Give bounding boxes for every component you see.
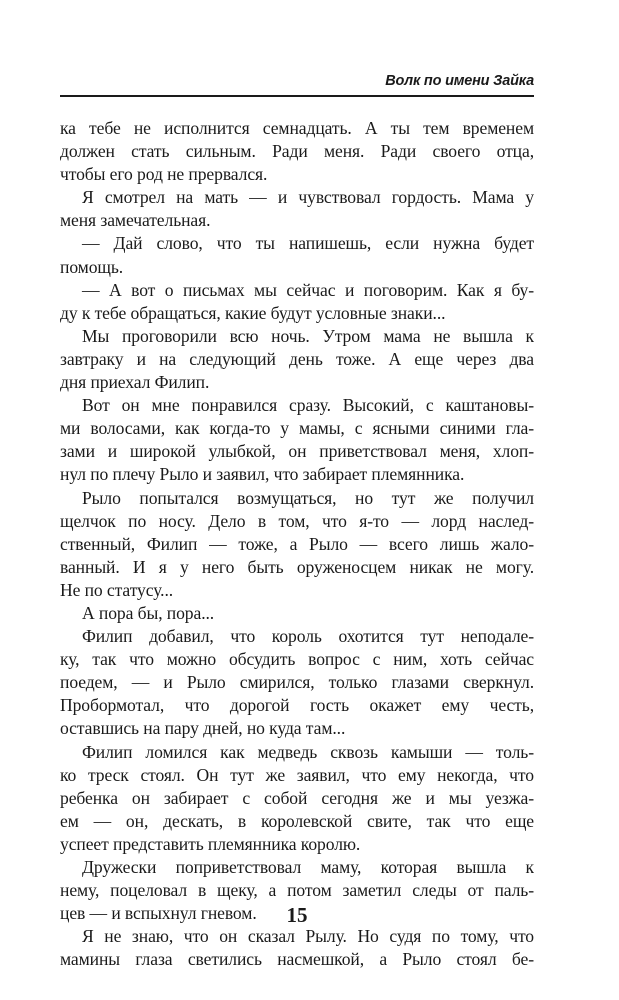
text-line: ку, так что можно обсудить вопрос с ним, хоть сейчас: [60, 649, 534, 670]
text-line: нему, поцеловал в щеку, а потом заметил следы от паль-: [60, 880, 534, 901]
text-line: успеет представить племянника королю.: [60, 833, 361, 854]
text-line: цев — и вспыхнул гневом.: [60, 903, 257, 924]
body-text: [60, 117, 534, 971]
text-line: ко треск стоял. Он тут же заявил, что ему некогда, что: [60, 764, 534, 785]
text-line: Вот он мне понравился сразу. Высокий, с каштановы-: [82, 395, 534, 416]
page-number: 15: [286, 903, 308, 927]
text-line: мамины глаза светились насмешкой, а Рыло стоял бе-: [60, 949, 534, 970]
text-line: должен стать сильным. Ради меня. Ради своего отца,: [60, 141, 534, 162]
text-line: оставшись на пару дней, но куда там...: [60, 718, 346, 739]
running-head: Волк по имени Зайка: [385, 73, 534, 89]
text-line: ду к тебе обращаться, какие будут условные знаки...: [60, 302, 446, 323]
text-line: зами и широкой улыбкой, он приветствовал меня, хлоп-: [60, 441, 534, 462]
text-line: ственный, Филип — тоже, а Рыло — всего лишь жало-: [60, 533, 534, 554]
text-line: щелчок по носу. Дело в том, что я-то — лорд наслед-: [60, 510, 534, 531]
text-line: ми волосами, как когда-то у мамы, с ясными синими гла-: [60, 418, 534, 439]
text-line: нул по плечу Рыло и заявил, что забирает племянника.: [60, 464, 465, 485]
text-line: — А вот о письмах мы сейчас и поговорим. Как я бу-: [82, 279, 534, 300]
text-line: Мы проговорили всю ночь. Утром мама не вышла к: [82, 325, 534, 346]
text-line: Я не знаю, что он сказал Рылу. Но судя по тому, что: [82, 926, 534, 947]
text-line: А пора бы, пора...: [82, 602, 215, 623]
header-rule: [60, 95, 534, 97]
text-line: чтобы его род не прервался.: [60, 164, 268, 185]
text-line: поедем, — и Рыло смирился, только глазами сверкнул.: [60, 672, 534, 693]
text-line: Я смотрел на мать — и чувствовал гордость. Мама у: [82, 187, 534, 208]
text-line: Дружески поприветствовал маму, которая вышла к: [82, 857, 534, 877]
text-line: завтраку и на следующий день тоже. А еще через два: [60, 348, 534, 369]
text-line: Филип ломился как медведь сквозь камыши — толь-: [82, 741, 534, 762]
text-line: меня замечательная.: [60, 210, 211, 231]
text-line: ванный. И я у него быть оруженосцем никак не могу.: [60, 556, 534, 577]
text-line: Филип добавил, что король охотится тут неподале-: [82, 626, 534, 647]
text-line: Не по статусу...: [60, 579, 174, 600]
text-line: помощь.: [60, 256, 124, 277]
text-line: — Дай слово, что ты напишешь, если нужна будет: [82, 233, 534, 254]
text-line: дня приехал Филип.: [60, 372, 210, 393]
text-line: ка тебе не исполнится семнадцать. А ты тем временем: [60, 118, 534, 138]
text-line: Рыло попытался возмущаться, но тут же получил: [82, 487, 534, 508]
text-line: Пробормотал, что дорогой гость окажет ему честь,: [60, 695, 534, 716]
text-line: ребенка он забирает с собой сегодня же и мы уезжа-: [60, 787, 534, 808]
text-line: ем — он, дескать, в королевской свите, так что еще: [60, 810, 534, 831]
